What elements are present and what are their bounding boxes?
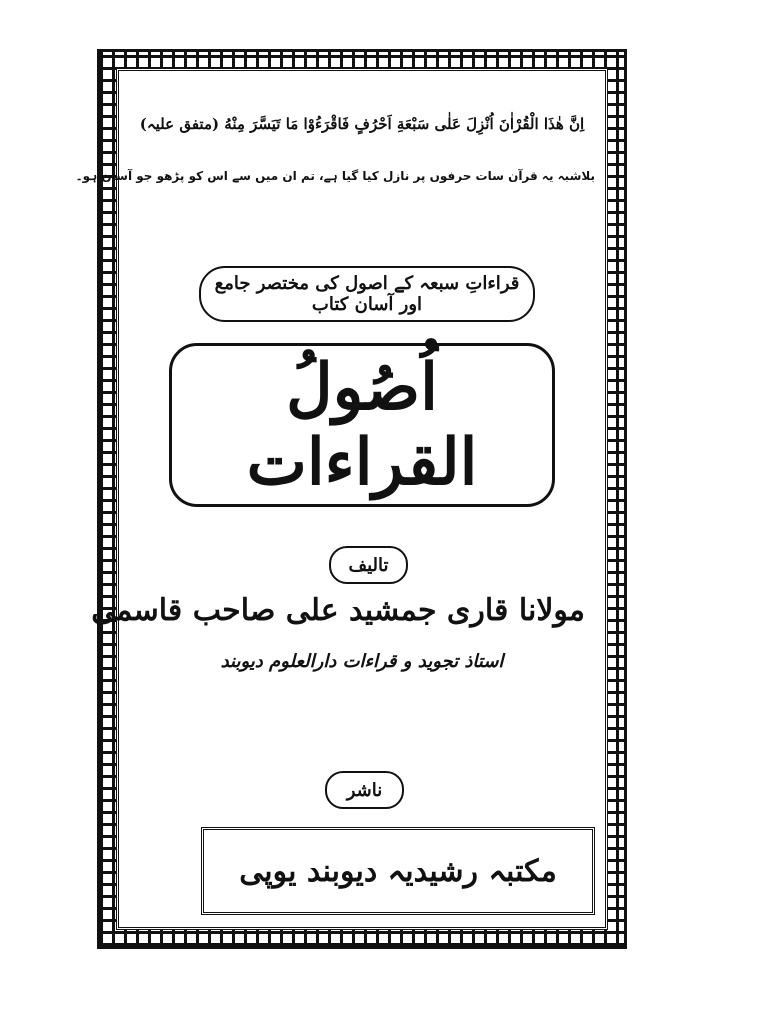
author-label [329,546,408,584]
publisher-label [325,771,404,809]
author-label-text: تالیف [348,554,389,576]
verse-translation: بلاشبہ یہ قرآن سات حرفوں پر نازل کیا گیا ہے، تم ان میں سے اس کو پڑھو جو آسان ہو۔ [75,169,595,183]
ornamental-border [75,49,627,949]
book-title [169,343,555,507]
cover-content [75,68,608,930]
quran-verse: اِنَّ هٰذَا الْقُرْاٰنَ اُنْزِلَ عَلٰی سَبْعَةِ اَحْرُفٍ فَاقْرَءُوْا مَا تَيَسَّرَ مِنْهُ (متفق علیہ) [139,115,585,133]
author-name: مولانا قاری جمشید علی صاحب قاسمی [91,593,585,628]
publisher-name [201,827,595,915]
publisher-label-text: ناشر [346,779,383,801]
book-subtitle-text: قراءاتِ سبعہ کے اصول کی مختصر جامع اور آسان کتاب [214,273,520,315]
author-designation: استاذ تجوید و قراءات دارالعلوم دیوبند [220,651,504,672]
book-subtitle [199,266,535,322]
publisher-name-text: مکتبہ رشیدیہ دیوبند یوپی [239,853,557,889]
book-title-text: اُصُولُ القراءات [246,350,478,500]
